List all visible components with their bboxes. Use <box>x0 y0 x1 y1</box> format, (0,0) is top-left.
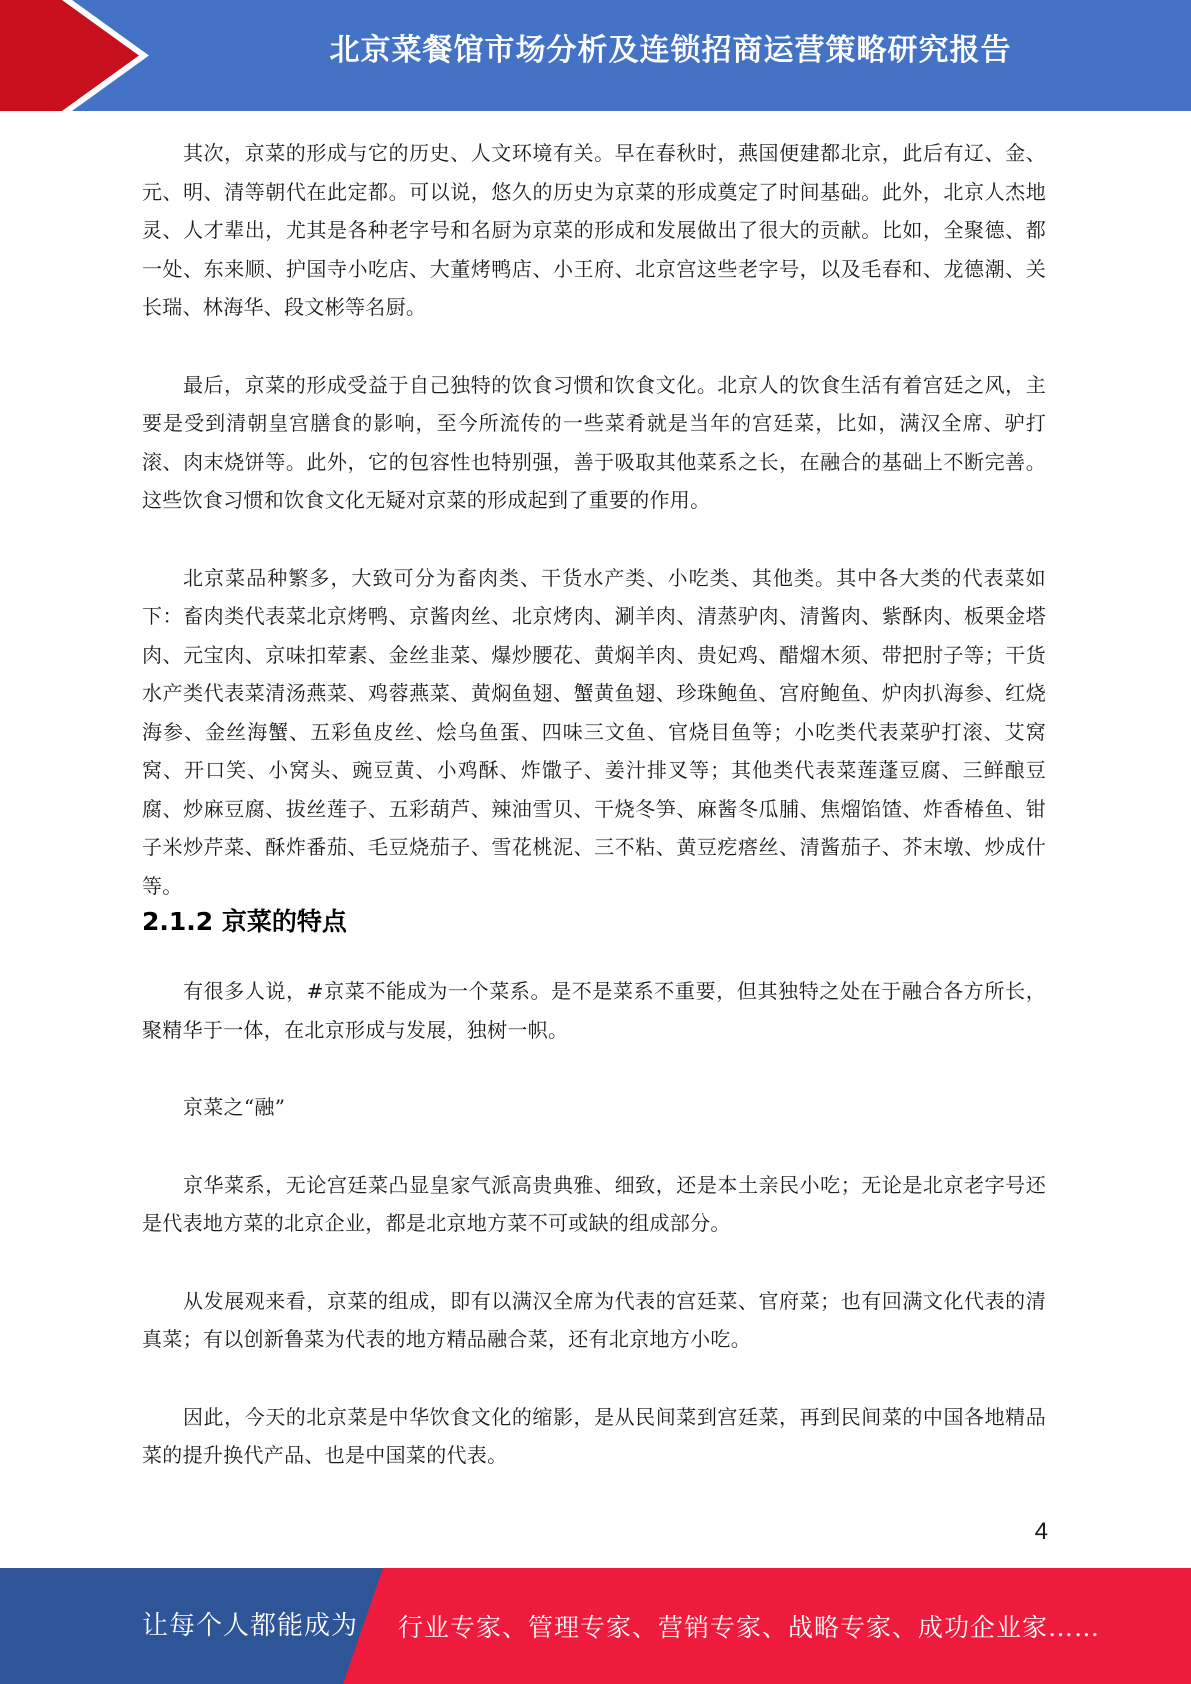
footer-slogan-left: 让每个人都能成为 <box>142 1611 359 1641</box>
paragraph-development-view: 从发展观来看，京菜的组成，即有以满汉全席为代表的宫廷菜、官府菜；也有回满文化代表的清真菜；有以创新鲁菜为代表的地方精品融合菜，还有北京地方小吃。 <box>142 1288 1046 1351</box>
header-arrow-decoration <box>0 0 160 111</box>
document-body <box>142 134 1046 1514</box>
paragraph-subheading-fusion: 京菜之“融” <box>183 1095 286 1119</box>
paragraph-dish-categories: 北京菜品种繁多，大致可分为畜肉类、干货水产类、小吃类、其他类。其中各大类的代表菜如下：畜肉类代表菜北京烤鸭、京酱肉丝、北京烤肉、涮羊肉、清蒸驴肉、清酱肉、紫酥肉、板栗金塔肉、元宝肉、京味扣荤素、金丝韭菜、爆炒腰花、黄焖羊肉、贵妃鸡、醋熘木须、带把肘子等；干货水产类代表菜清汤燕菜、鸡蓉燕菜、黄焖鱼翅、蟹黄鱼翅、珍珠鲍鱼、宫府鲍鱼、炉肉扒海参、红烧海参、金丝海蟹、五彩鱼皮丝、烩乌鱼蛋、四味三文鱼、官烧目鱼等；小吃类代表菜驴打滚、艾窝窝、开口笑、小窝头、豌豆黄、小鸡酥、炸馓子、姜汁排叉等；其他类代表菜莲蓬豆腐、三鲜酿豆腐、炒麻豆腐、拔丝莲子、五彩葫芦、辣油雪贝、干烧冬笋、麻酱冬瓜脯、焦熘馅馇、炸香椿鱼、钳子米炒芹菜、酥炸番茄、毛豆烧茄子、雪花桃泥、三不粘、黄豆疙瘩丝、清酱茄子、芥末墩、炒成什等。 <box>142 565 1046 898</box>
paragraph-history: 其次，京菜的形成与它的历史、人文环境有关。早在春秋时，燕国便建都北京，此后有辽、金、元、明、清等朝代在此定都。可以说，悠久的历史为京菜的形成奠定了时间基础。此外，北京人杰地灵、人才辈出，尤其是各种老字号和名厨为京菜的形成和发展做出了很大的贡献。比如，全聚德、都一处、东来顺、护国寺小吃店、大董烤鸭店、小王府、北京宫这些老字号，以及毛春和、龙德潮、关长瑞、林海华、段文彬等名厨。 <box>142 141 1046 319</box>
paragraph-conclusion: 因此，今天的北京菜是中华饮食文化的缩影，是从民间菜到宫廷菜，再到民间菜的中国各地精品菜的提升换代产品、也是中国菜的代表。 <box>142 1404 1046 1467</box>
page-number: 4 <box>1034 1518 1048 1545</box>
footer-slogan-right: 行业专家、管理专家、营销专家、战略专家、成功企业家…… <box>398 1613 1101 1642</box>
page-header <box>0 0 1191 111</box>
paragraph-intro-features: 有很多人说，#京菜不能成为一个菜系。是不是菜系不重要，但其独特之处在于融合各方所长，聚精华于一体，在北京形成与发展，独树一帜。 <box>142 979 1046 1042</box>
paragraph-food-culture: 最后，京菜的形成受益于自己独特的饮食习惯和饮食文化。北京人的饮食生活有着宫廷之风，主要是受到清朝皇宫膳食的影响，至今所流传的一些菜肴就是当年的宫廷菜，比如，满汉全席、驴打滚、肉末烧饼等。此外，它的包容性也特别强，善于吸取其他菜系之长，在融合的基础上不断完善。这些饮食习惯和饮食文化无疑对京菜的形成起到了重要的作用。 <box>142 372 1046 512</box>
report-title: 北京菜餐馆市场分析及连锁招商运营策略研究报告 <box>329 33 1012 68</box>
section-heading: 2.1.2 京菜的特点 <box>142 907 347 936</box>
page-footer <box>0 1568 1191 1684</box>
paragraph-jinghua-cuisine: 京华菜系，无论宫廷菜凸显皇家气派高贵典雅、细致，还是本土亲民小吃；无论是北京老字号还是代表地方菜的北京企业，都是北京地方菜不可或缺的组成部分。 <box>142 1172 1046 1235</box>
